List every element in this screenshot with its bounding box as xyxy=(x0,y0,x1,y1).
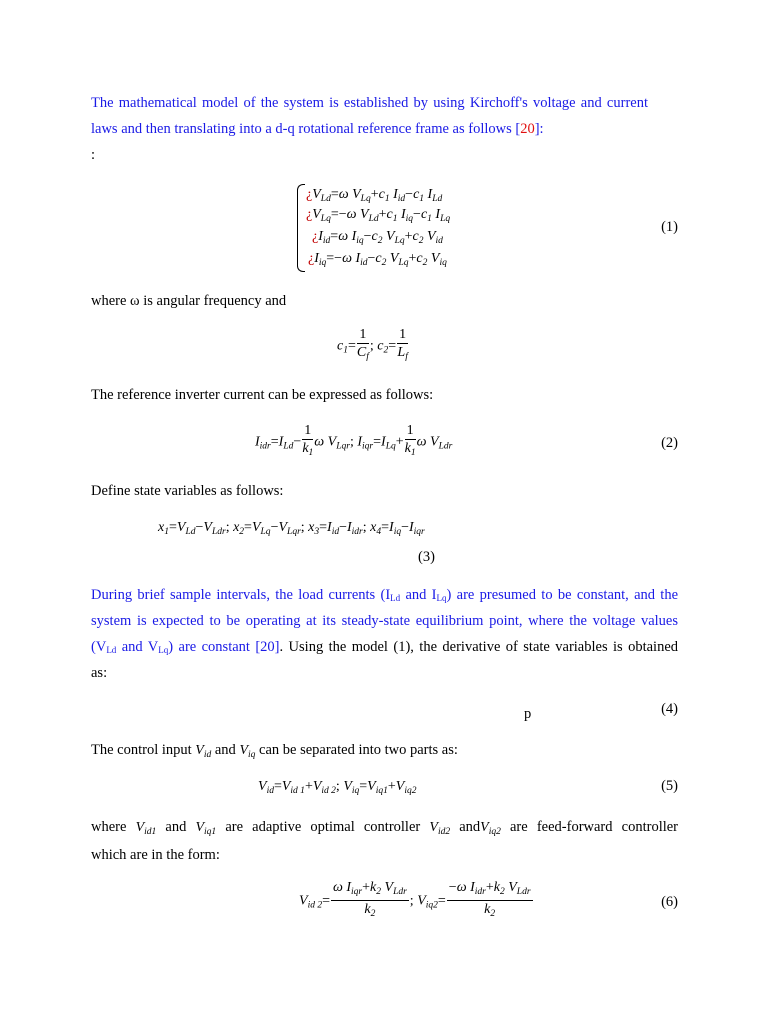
eq1-line-4: ¿$I_{iq}=-\omega$ $I_{id}-c_2$ $V_{Lq}+c_2$ $V_{iq}$ xyxy=(308,251,447,268)
eq5: $V_{id}=V_{id 1}+V_{id 2}$; $V_{iq}=V_{iq1}+V_{iq2}$ xyxy=(258,779,417,796)
citation-20[interactable]: 20 xyxy=(520,121,535,137)
system-brace xyxy=(297,184,305,272)
intro-line-2-end: ]: xyxy=(534,121,544,137)
eq4-number: (4) xyxy=(661,701,678,717)
eq4-content: p xyxy=(524,706,532,722)
eq1-line-3: ¿$I_{id}=\omega$ $I_{iq}-c_2$ $V_{Lq}+c_2$ $V_{id}$ xyxy=(312,229,443,246)
eq6: $V_{id 2}=$ $\frac{\omega I_{iqr}+k_2 V_{Ldr}}{k_2}$ ; $V_{iq2}=$ $\frac{-\omega I_{idr}+k_2 V_{Ldr}}{k_2}$ xyxy=(299,880,531,919)
ref-current-text: The reference inverter current can be expressed as follows: xyxy=(91,387,434,403)
brief-line-4: as: xyxy=(91,665,108,681)
c-definitions: $c_1=$ $\frac{1}{C_f}$ ; $c_2=$ $\frac{1}{L_f}$ xyxy=(337,327,408,362)
stray-colon: : xyxy=(91,147,96,163)
eq3-number: (3) xyxy=(418,549,435,565)
brief-line-3: ($V_{Ld}$ and $V_{Lq}$) are constant [20]. Using the model (1), the derivative of state variables is obtained xyxy=(91,639,679,655)
form-text: which are in the form: xyxy=(91,847,220,863)
intro-line-2 xyxy=(91,116,691,142)
intro-line-2-text: laws and then translating into a d-q rotational reference frame as follows [ xyxy=(91,121,521,137)
intro-line-1: The mathematical model of the system is established by using Kirchoff's voltage and current xyxy=(91,95,648,111)
brief-line-2: system is expected to be operating at its steady-state equilibrium point, where the voltage values xyxy=(91,613,678,629)
brief-line-1: During brief sample intervals, the load currents ($I_{Ld}$ and $I_{Lq}$) are presumed to be constant, and the xyxy=(91,587,679,603)
eq2: $I_{idr}=I_{Ld}-$ $\frac{1}{k_1}$ ω $V_{Lqr}$; $I_{iqr}=I_{Lq}+$ $\frac{1}{k_1}$ ω $V_{Ldr}$ xyxy=(255,423,453,458)
where-omega-text: where ω is angular frequency and xyxy=(91,293,287,309)
control-text: The control input $V_{id}$ and $V_{iq}$ can be separated into two parts as: xyxy=(91,742,458,760)
eq6-number: (6) xyxy=(661,894,678,910)
eq3: $x_1=V_{Ld}-V_{Ldr}$; $x_2=V_{Lq}-V_{Lqr}$; $x_3=I_{id}-I_{idr}$; $x_4=I_{iq}-I_{iqr}$ xyxy=(158,520,425,537)
define-text: Define state variables as follows: xyxy=(91,483,284,499)
eq2-number: (2) xyxy=(661,435,678,451)
where-controller-line: where $V_{id1}$ and $V_{iq1}$ are adaptive optimal controller $V_{id2}$ andV$_{iq2}$ are feed-forward controller xyxy=(91,819,679,837)
eq5-number: (5) xyxy=(661,778,678,794)
eq1-number: (1) xyxy=(661,219,678,235)
eq1-line-1: ¿$V_{Ld}=\omega$ $V_{Lq}+c_1$ $I_{id}-c_1$ $I_{Ld}$ xyxy=(306,187,443,204)
eq1-line-2: ¿$V_{Lq}=-\omega$ $V_{Ld}+c_1$ $I_{iq}-c_1$ $I_{Lq}$ xyxy=(306,207,451,224)
